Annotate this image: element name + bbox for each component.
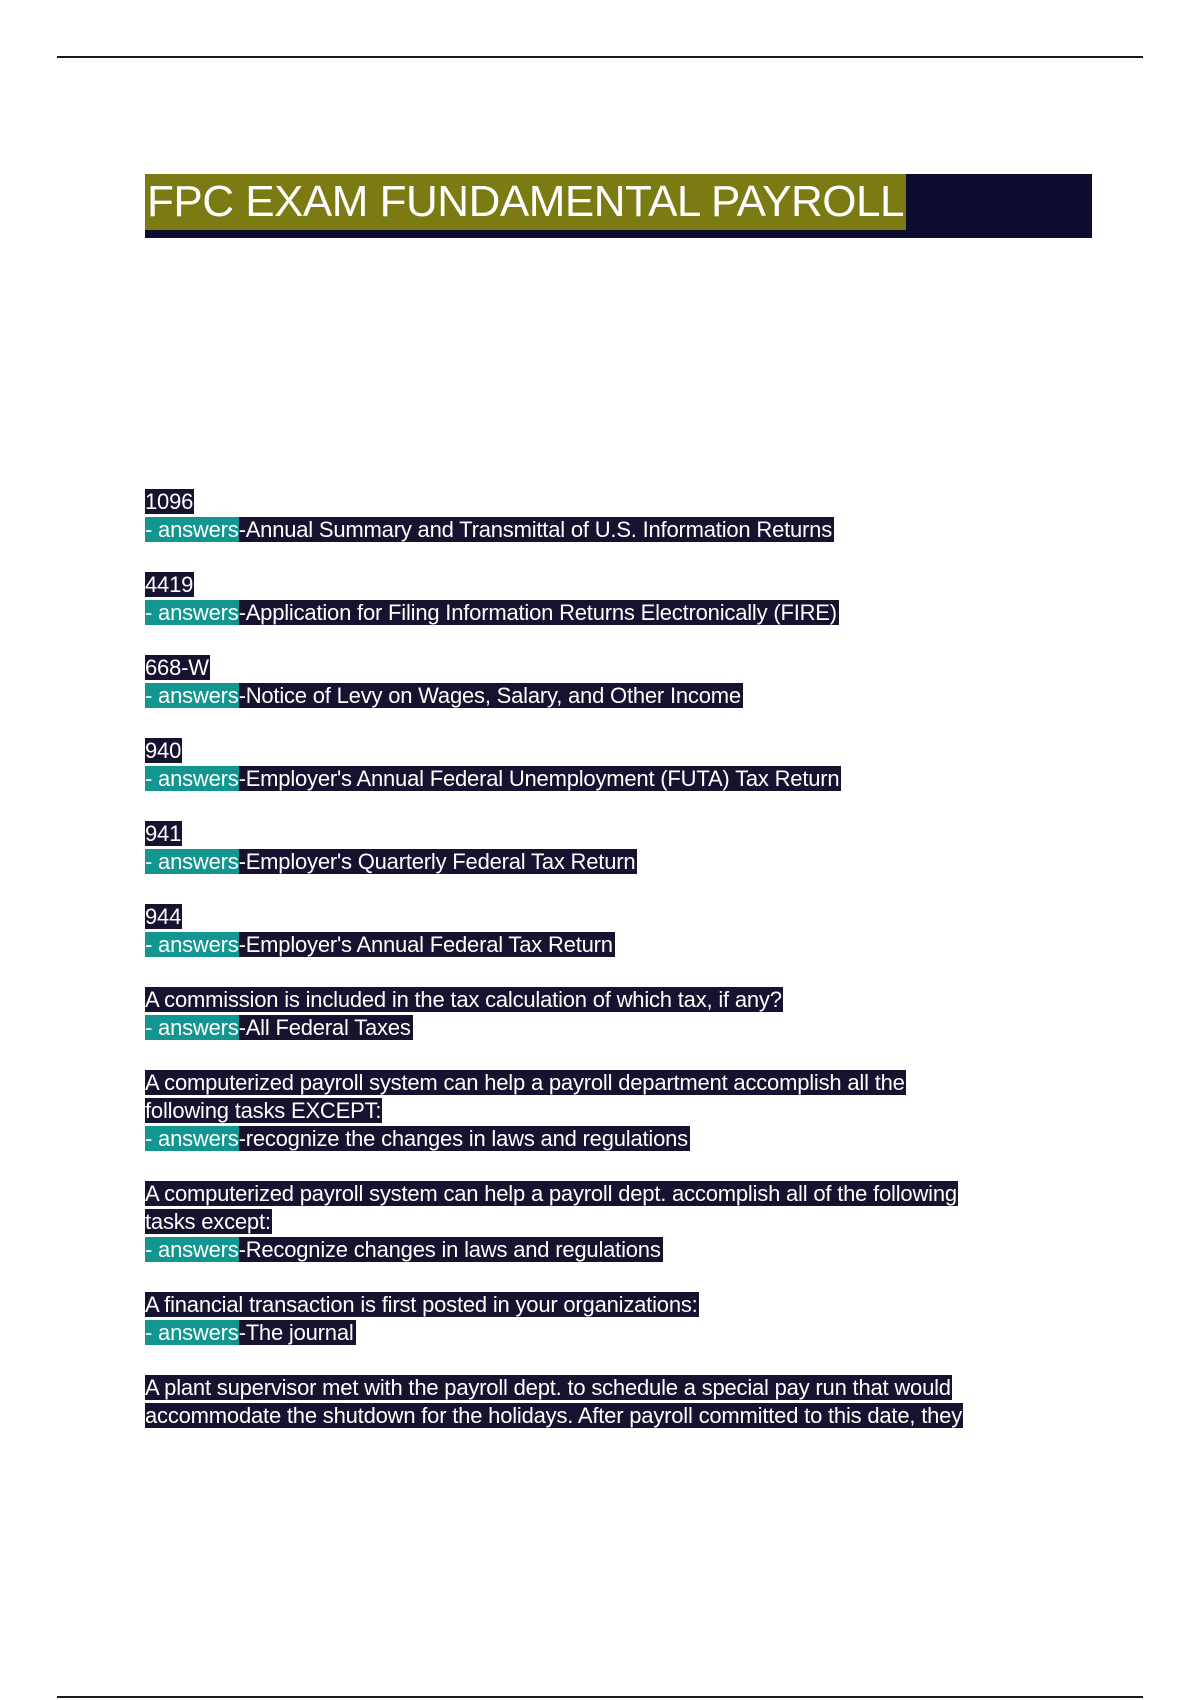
qa-entry [145, 1180, 1085, 1264]
question-text: following tasks EXCEPT: [145, 1098, 382, 1123]
question-text: tasks except: [145, 1209, 271, 1234]
question-text: 944 [145, 904, 182, 929]
question-text: A computerized payroll system can help a payroll department accomplish all the [145, 1070, 905, 1095]
question-text: 1096 [145, 489, 194, 514]
qa-entry [145, 654, 1085, 710]
qa-entry-partial [145, 1374, 1085, 1430]
question-text: A commission is included in the tax calculation of which tax, if any? [145, 987, 782, 1012]
answer-marker: - answers [145, 932, 239, 957]
question-text: accommodate the shutdown for the holidays. After payroll committed to this date, they [145, 1403, 962, 1428]
answer-text: -Employer's Annual Federal Tax Return [238, 932, 613, 957]
question-text: A financial transaction is first posted in your organizations: [145, 1292, 698, 1317]
question-text: 941 [145, 821, 182, 846]
answer-text: -Annual Summary and Transmittal of U.S. Information Returns [238, 517, 833, 542]
answer-marker: - answers [145, 1237, 239, 1262]
answer-text: -Recognize changes in laws and regulations [238, 1237, 661, 1262]
answer-text: -Employer's Quarterly Federal Tax Return [238, 849, 636, 874]
answer-text: -The journal [238, 1320, 354, 1345]
document-title: FPC EXAM FUNDAMENTAL PAYROLL [145, 174, 906, 230]
question-text: 940 [145, 738, 182, 763]
answer-marker: - answers [145, 1015, 239, 1040]
answer-text: -Notice of Levy on Wages, Salary, and Other Income [238, 683, 741, 708]
qa-entry [145, 1069, 1085, 1153]
qa-list [145, 488, 1085, 1457]
answer-marker: - answers [145, 517, 239, 542]
question-text: A computerized payroll system can help a payroll dept. accomplish all of the following [145, 1181, 957, 1206]
answer-marker: - answers [145, 849, 239, 874]
qa-entry [145, 737, 1085, 793]
answer-marker: - answers [145, 1320, 239, 1345]
question-text: 4419 [145, 572, 194, 597]
question-text: A plant supervisor met with the payroll dept. to schedule a special pay run that would [145, 1375, 951, 1400]
qa-entry [145, 488, 1085, 544]
question-text: 668-W [145, 655, 209, 680]
answer-text: -All Federal Taxes [238, 1015, 411, 1040]
answer-marker: - answers [145, 766, 239, 791]
answer-text: -Employer's Annual Federal Unemployment (FUTA) Tax Return [238, 766, 840, 791]
qa-entry [145, 986, 1085, 1042]
answer-marker: - answers [145, 600, 239, 625]
qa-entry [145, 903, 1085, 959]
qa-entry [145, 820, 1085, 876]
answer-text: -Application for Filing Information Returns Electronically (FIRE) [238, 600, 837, 625]
top-rule [57, 56, 1143, 58]
qa-entry [145, 571, 1085, 627]
answer-marker: - answers [145, 1126, 239, 1151]
bottom-rule [57, 1696, 1143, 1698]
qa-entry [145, 1291, 1085, 1347]
answer-marker: - answers [145, 683, 239, 708]
answer-text: -recognize the changes in laws and regulations [238, 1126, 688, 1151]
